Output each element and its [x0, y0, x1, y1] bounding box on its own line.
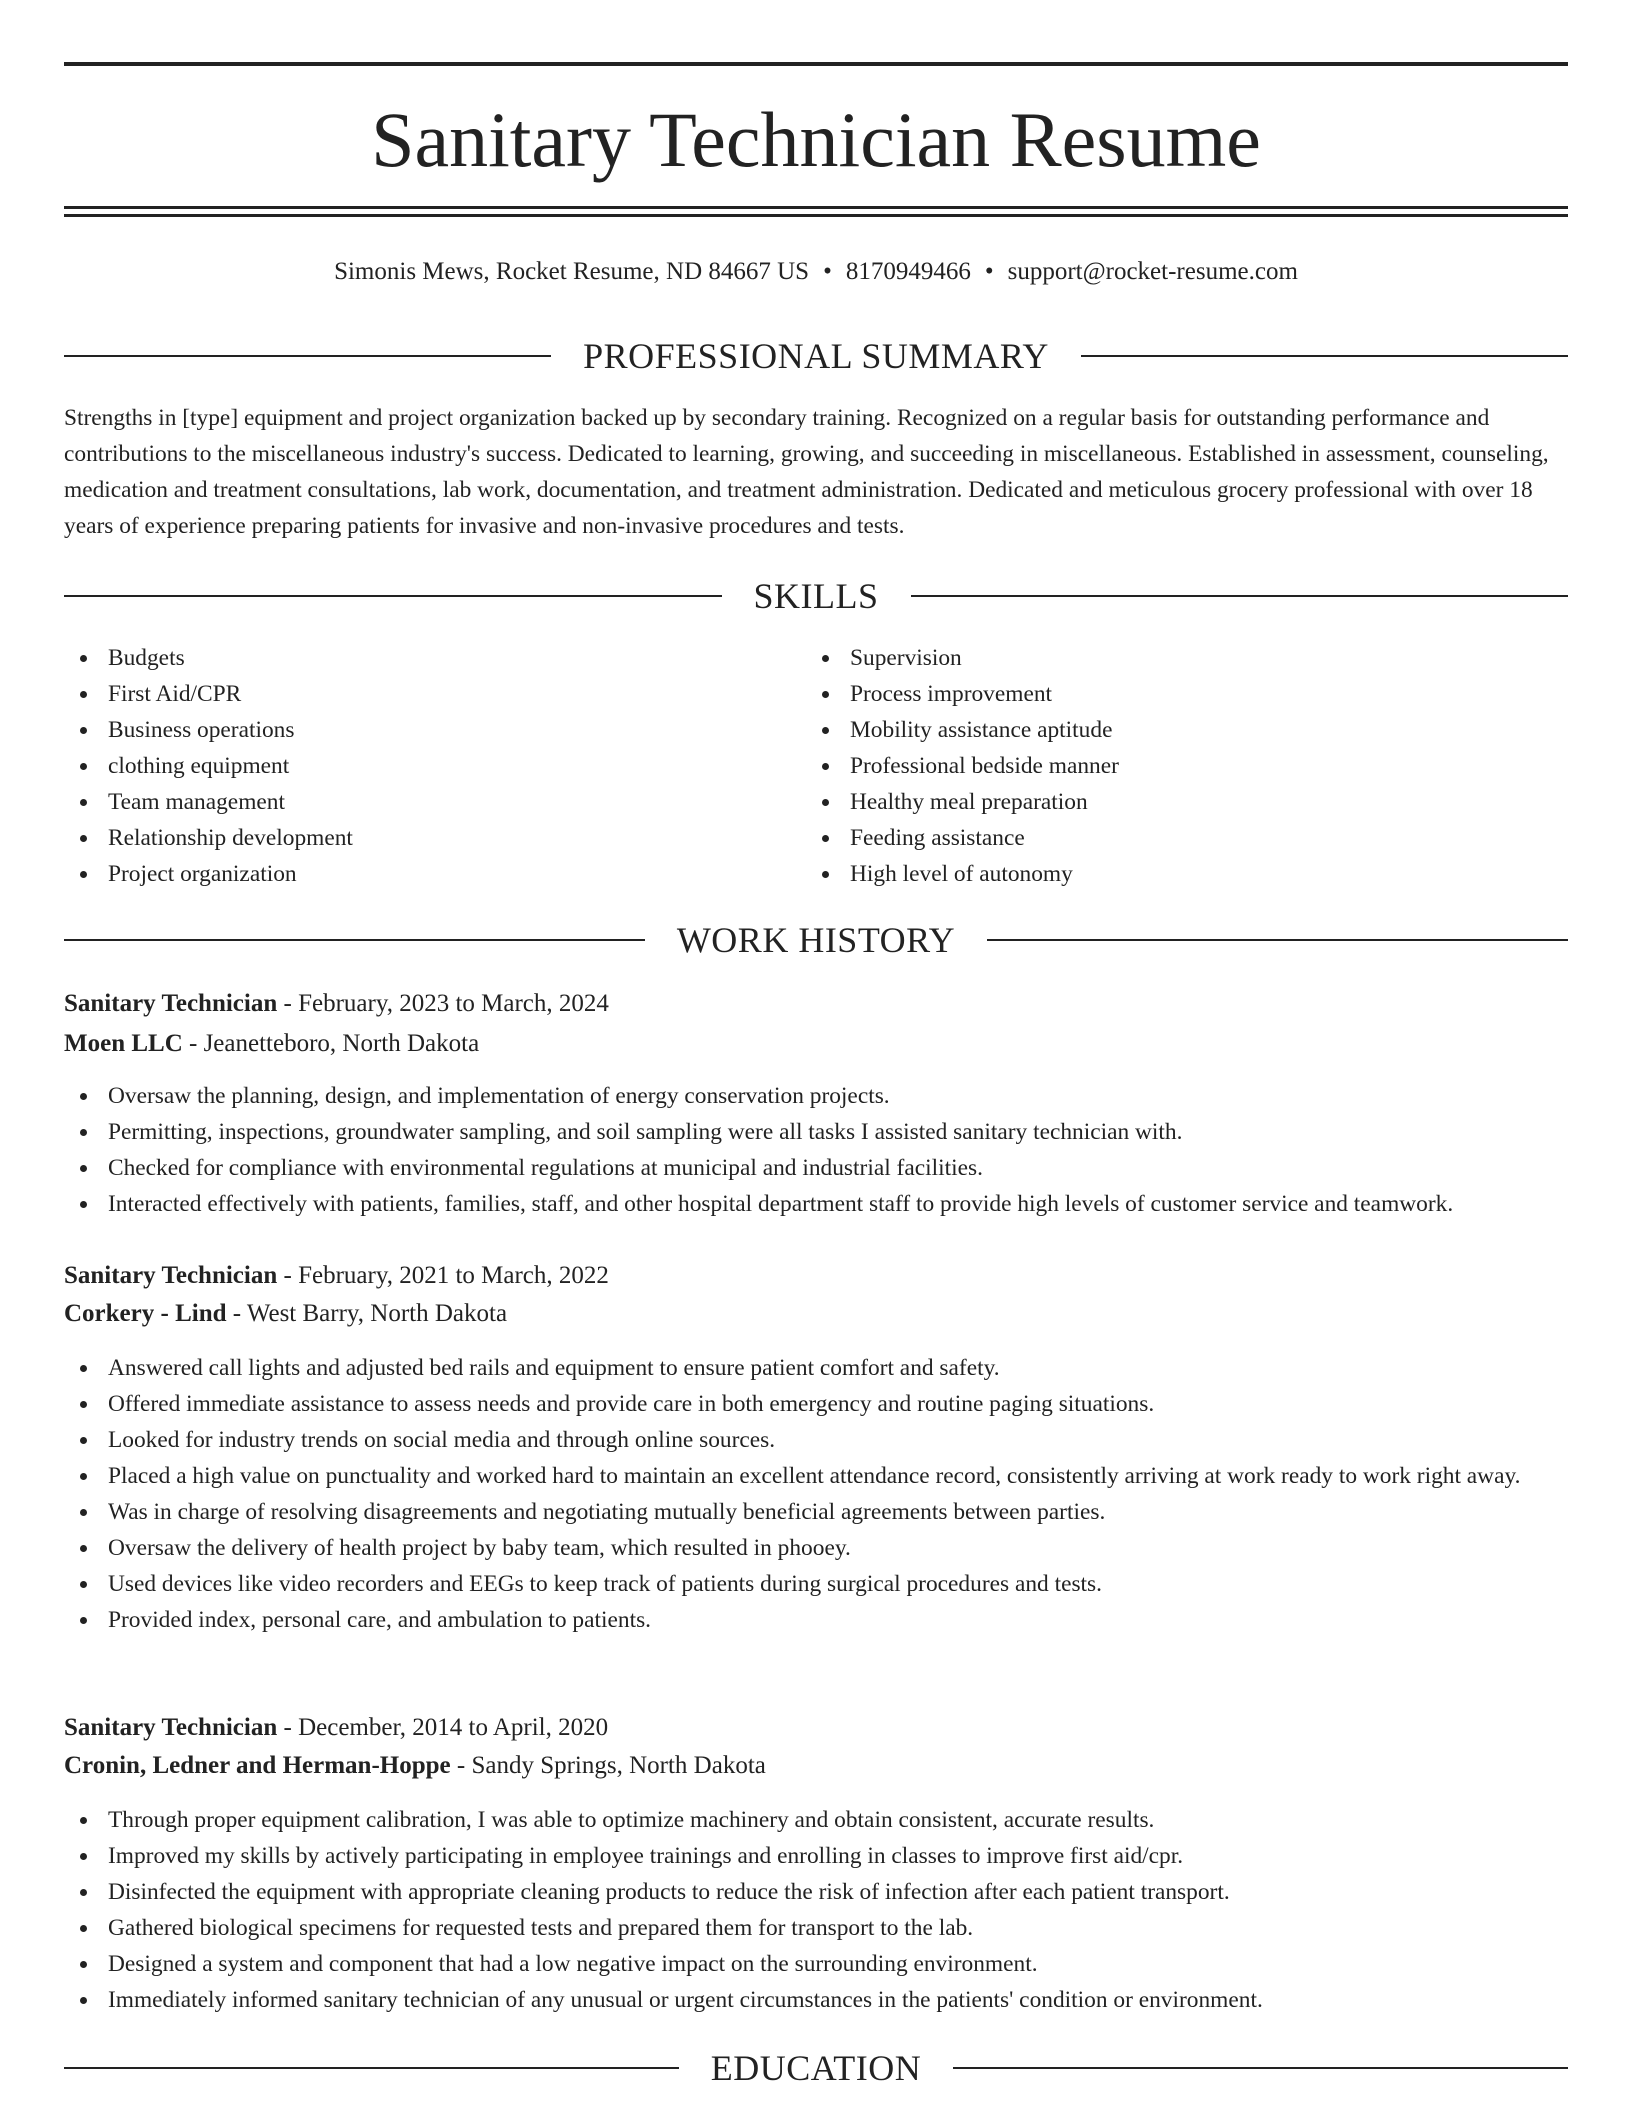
skill-item: clothing equipment: [64, 748, 804, 784]
job-company-line: [64, 1296, 1568, 1332]
job-dates: - February, 2021 to March, 2022: [277, 1262, 609, 1289]
job-duty: Provided index, personal care, and ambulation to patients.: [64, 1602, 1568, 1638]
section-heading-summary: [64, 334, 1568, 378]
heading-rule: [64, 355, 551, 357]
header-top-rule: [64, 62, 1568, 66]
contact-separator: •: [823, 258, 832, 285]
job-duty: Offered immediate assistance to assess needs and provide care in both emergency and routine paging situations.: [64, 1386, 1568, 1422]
section-title: PROFESSIONAL SUMMARY: [583, 336, 1049, 376]
skill-item: Healthy meal preparation: [806, 784, 1546, 820]
skill-item: Project organization: [64, 856, 804, 892]
section-heading-education: [64, 2046, 1568, 2090]
job-title: Sanitary Technician: [64, 1714, 278, 1741]
job-duty: Looked for industry trends on social media and through online sources.: [64, 1422, 1568, 1458]
section-heading-work-history: [64, 918, 1568, 962]
section-title: WORK HISTORY: [676, 920, 956, 960]
job-duties-list: [64, 1802, 1568, 2018]
skills-list-right: [806, 640, 1546, 892]
skill-item: Feeding assistance: [806, 820, 1546, 856]
skill-item: Budgets: [64, 640, 804, 676]
header-rule-2: [64, 214, 1568, 217]
job-title-line: [64, 986, 1568, 1022]
contact-phone: 8170949466: [845, 258, 971, 285]
skill-item: Supervision: [806, 640, 1546, 676]
job-duty: Improved my skills by actively participating in employee trainings and enrolling in classes to improve first aid/cpr.: [64, 1838, 1568, 1874]
contact-address: Simonis Mews, Rocket Resume, ND 84667 US: [334, 258, 810, 285]
heading-rule: [64, 939, 645, 941]
section-title: SKILLS: [753, 576, 879, 616]
skill-item: Mobility assistance aptitude: [806, 712, 1546, 748]
job-duties-list: [64, 1350, 1568, 1638]
job-duty: Oversaw the planning, design, and implementation of energy conservation projects.: [64, 1078, 1568, 1114]
job-title-line: [64, 1710, 1568, 1746]
job-duty: Answered call lights and adjusted bed rails and equipment to ensure patient comfort and safety.: [64, 1350, 1568, 1386]
page-title: Sanitary Technician Resume: [371, 96, 1261, 183]
job-location: - West Barry, North Dakota: [226, 1300, 508, 1327]
job-duty: Gathered biological specimens for requested tests and prepared them for transport to the lab.: [64, 1910, 1568, 1946]
contact-email[interactable]: support@rocket-resume.com: [1007, 258, 1298, 285]
heading-rule: [911, 595, 1569, 597]
skill-item: First Aid/CPR: [64, 676, 804, 712]
job-company: Cronin, Ledner and Herman-Hoppe: [64, 1752, 451, 1779]
job-duty: Disinfected the equipment with appropriate cleaning products to reduce the risk of infection after each patient transport.: [64, 1874, 1568, 1910]
job-duties-list: [64, 1078, 1568, 1222]
heading-rule: [1081, 355, 1568, 357]
job-title: Sanitary Technician: [64, 1262, 278, 1289]
section-heading-skills: [64, 574, 1568, 618]
skill-item: Team management: [64, 784, 804, 820]
skill-item: Business operations: [64, 712, 804, 748]
job-duty: Used devices like video recorders and EEGs to keep track of patients during surgical procedures and tests.: [64, 1566, 1568, 1602]
summary-text: Strengths in [type] equipment and project organization backed up by secondary training. Recognized on a regular basis for outstanding performance and contributions to the miscellaneous industry's success. Dedicated to learning, growing, and succeeding in miscellaneous. Established in assessment, counseling, medication and treatment consultations, lab work, documentation, and treatment administration. Dedicated and meticulous grocery professional with over 18 years of experience preparing patients for invasive and non-invasive procedures and tests.: [64, 405, 1549, 539]
job-duty: Checked for compliance with environmental regulations at municipal and industrial facilities.: [64, 1150, 1568, 1186]
heading-rule: [64, 2067, 679, 2069]
job-company: Moen LLC: [64, 1030, 183, 1057]
job-duty: Placed a high value on punctuality and worked hard to maintain an excellent attendance record, consistently arriving at work ready to work right away.: [64, 1458, 1568, 1494]
job-duty: Through proper equipment calibration, I was able to optimize machinery and obtain consistent, accurate results.: [64, 1802, 1568, 1838]
job-duty: Oversaw the delivery of health project by baby team, which resulted in phooey.: [64, 1530, 1568, 1566]
heading-rule: [953, 2067, 1568, 2069]
job-location: - Sandy Springs, North Dakota: [450, 1752, 766, 1779]
job-company-line: [64, 1026, 1568, 1062]
job-title: Sanitary Technician: [64, 990, 278, 1017]
heading-rule: [64, 595, 722, 597]
job-dates: - December, 2014 to April, 2020: [277, 1714, 609, 1741]
job-duty: Was in charge of resolving disagreements and negotiating mutually beneficial agreements between parties.: [64, 1494, 1568, 1530]
skill-item: Process improvement: [806, 676, 1546, 712]
job-duty: Immediately informed sanitary technician of any unusual or urgent circumstances in the patients' condition or environment.: [64, 1982, 1568, 2018]
contact-line: [64, 254, 1568, 290]
job-duty: Permitting, inspections, groundwater sampling, and soil sampling were all tasks I assisted sanitary technician with.: [64, 1114, 1568, 1150]
job-title-line: [64, 1258, 1568, 1294]
contact-separator: •: [984, 258, 994, 285]
skill-item: Relationship development: [64, 820, 804, 856]
skills-list-left: [64, 640, 804, 892]
job-company: Corkery - Lind: [64, 1300, 227, 1327]
section-title: EDUCATION: [710, 2048, 922, 2088]
job-duty: Designed a system and component that had a low negative impact on the surrounding environment.: [64, 1946, 1568, 1982]
header-rule-1: [64, 206, 1568, 209]
skill-item: High level of autonomy: [806, 856, 1546, 892]
job-company-line: [64, 1748, 1568, 1784]
job-duty: Interacted effectively with patients, families, staff, and other hospital department staff to provide high levels of customer service and teamwork.: [64, 1186, 1568, 1222]
job-dates: - February, 2023 to March, 2024: [277, 990, 609, 1017]
heading-rule: [987, 939, 1568, 941]
skill-item: Professional bedside manner: [806, 748, 1546, 784]
job-location: - Jeanetteboro, North Dakota: [182, 1030, 480, 1057]
